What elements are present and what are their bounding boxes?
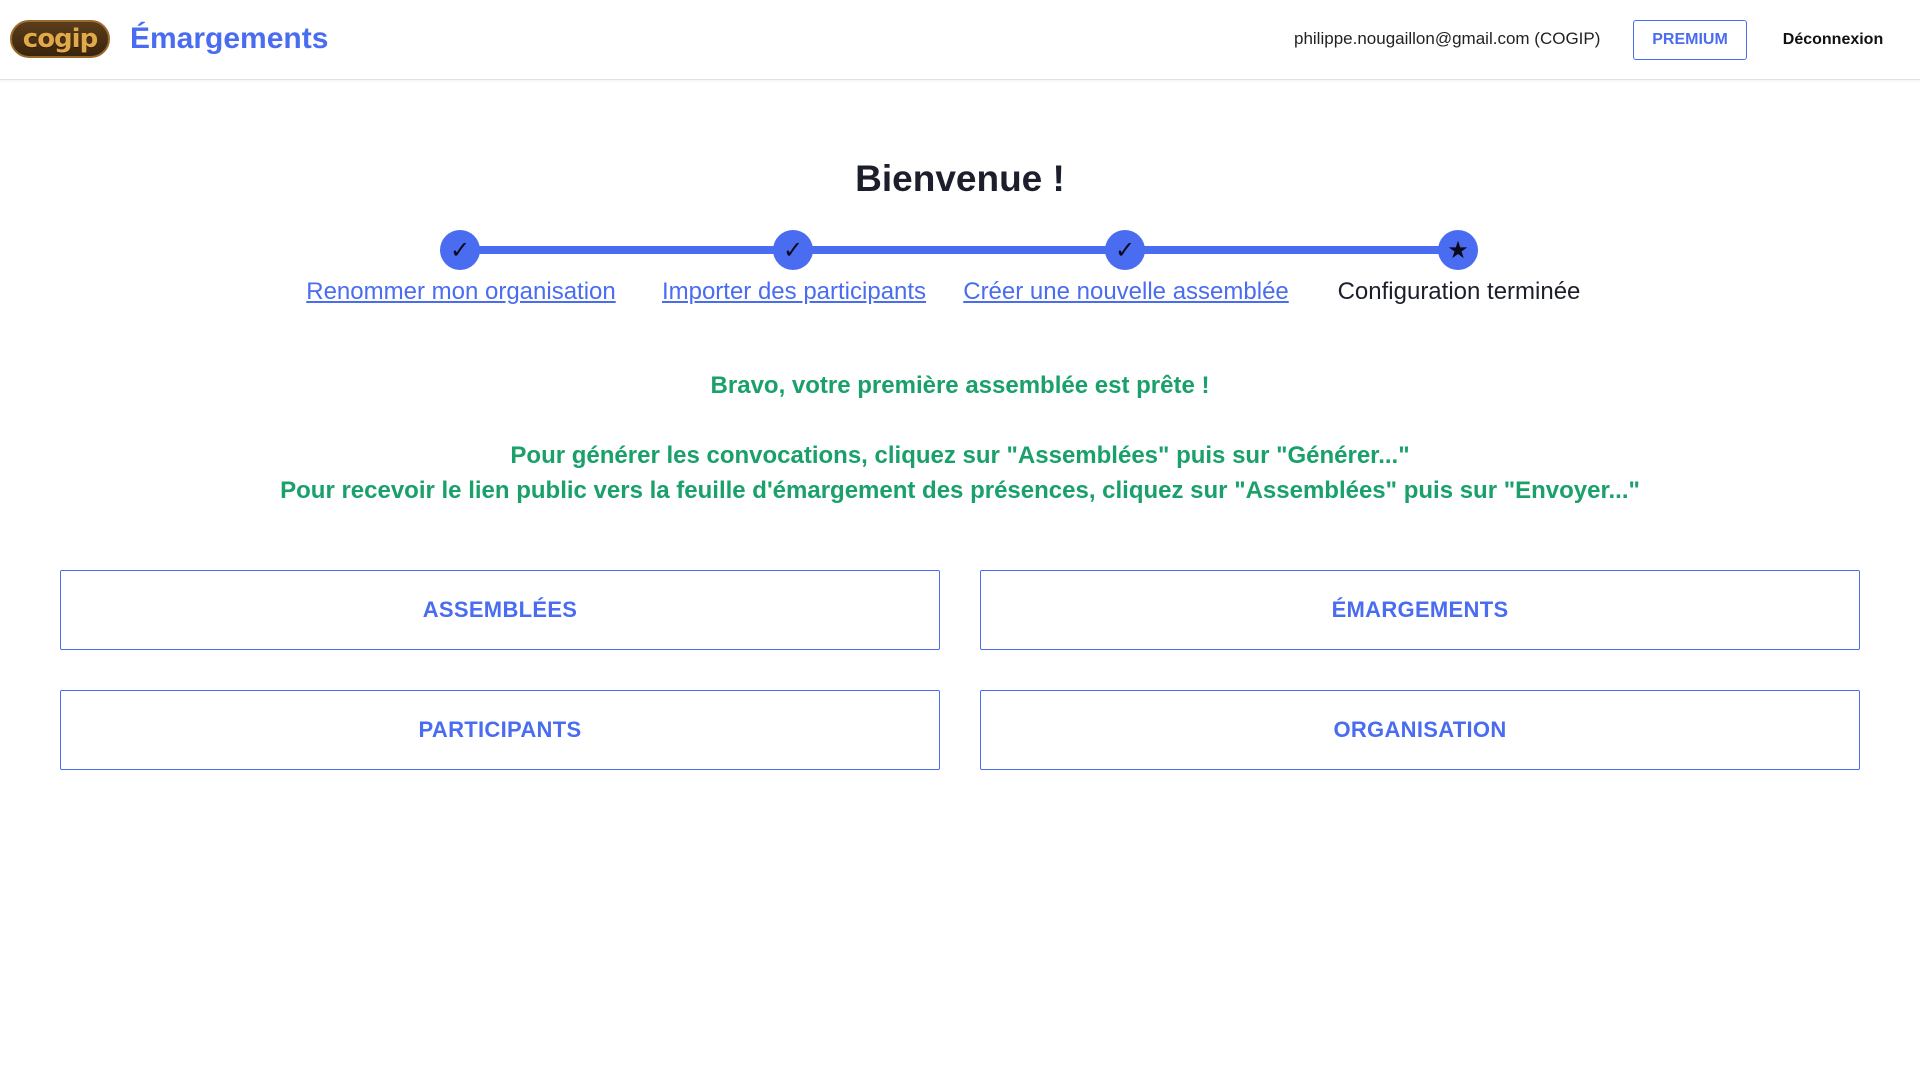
step-link-create-assembly[interactable]: Créer une nouvelle assemblée [963,278,1289,305]
instruction-convocations: Pour générer les convocations, cliquez sur "Assemblées" puis sur "Générer..." [510,442,1410,469]
step-link-rename-organisation[interactable]: Renommer mon organisation [306,278,616,305]
premium-button[interactable]: PREMIUM [1633,20,1747,60]
logo-text: cogip [22,24,98,54]
app-title[interactable]: Émargements [130,22,329,55]
assemblees-button[interactable]: ASSEMBLÉES [60,570,940,650]
participants-button[interactable]: PARTICIPANTS [60,690,940,770]
logout-button[interactable]: Déconnexion [1770,20,1896,60]
organisation-button[interactable]: ORGANISATION [980,690,1860,770]
step-4-star-icon: ★ [1438,230,1478,270]
top-bar [0,0,1920,80]
step-2-check-icon: ✓ [773,230,813,270]
instruction-public-link: Pour recevoir le lien public vers la feuille d'émargement des présences, cliquez sur "Assemblées" puis sur "Envoyer..." [280,477,1640,504]
step-link-import-participants[interactable]: Importer des participants [661,278,927,305]
step-1-check-icon: ✓ [440,230,480,270]
success-message: Bravo, votre première assemblée est prête ! [710,372,1210,399]
emargements-button[interactable]: ÉMARGEMENTS [980,570,1860,650]
page-title: Bienvenue ! [855,158,1065,199]
cogip-logo[interactable] [10,20,110,58]
user-email: philippe.nougaillon@gmail.com (COGIP) [1294,29,1601,48]
step-3-check-icon: ✓ [1105,230,1145,270]
stepper-progress-line [460,246,1458,254]
step-label-configuration-done: Configuration terminée [1337,278,1581,305]
